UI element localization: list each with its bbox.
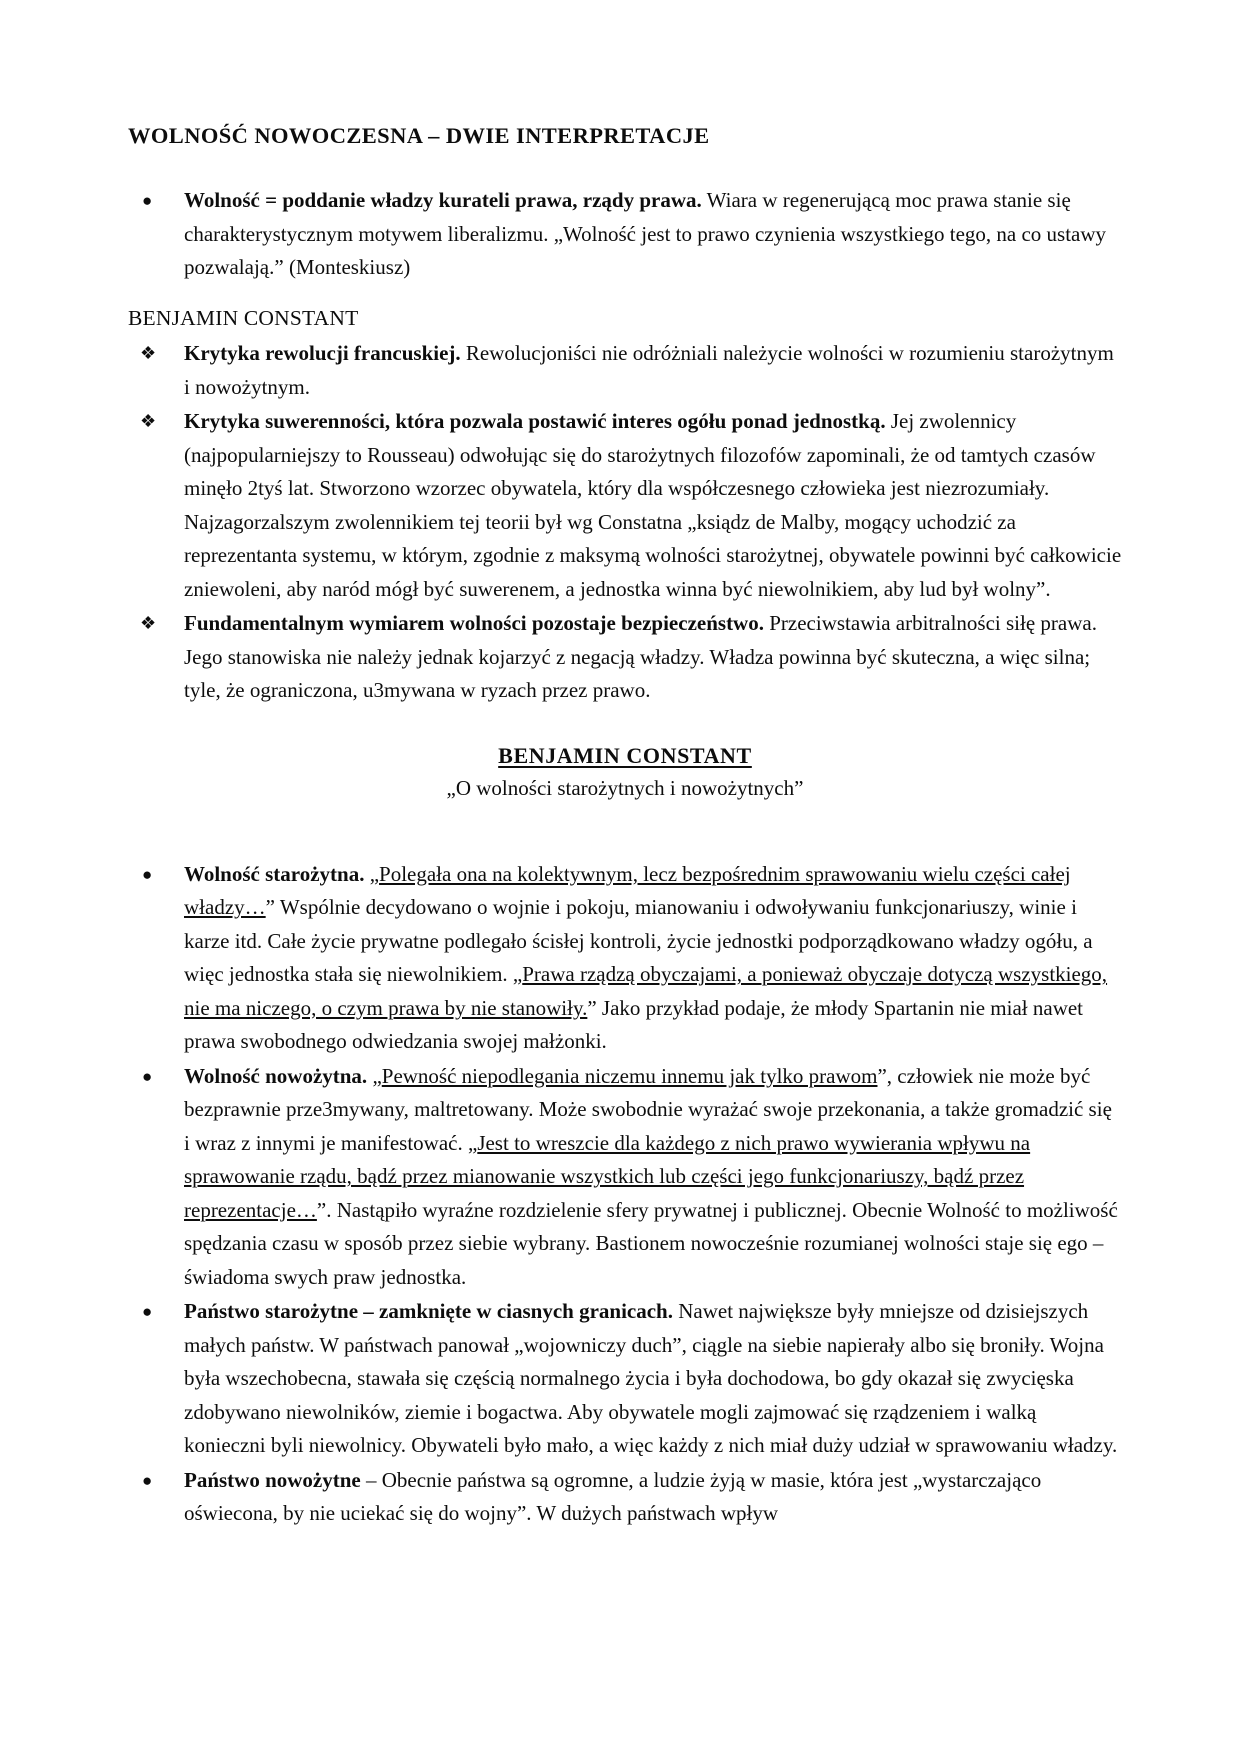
list-item-text — [184, 188, 1106, 279]
spacer — [128, 709, 1122, 739]
list-item-body: Wiara w regenerującą moc prawa stanie się charakterystycznym motywem liberalizmu. „Wolność jest to prawo czynienia wszystkiego tego, na co ustawy pozwalają.” (Monteskiusz) — [184, 188, 1107, 280]
list-item-text — [184, 409, 1121, 601]
list-item-text — [184, 1299, 1117, 1457]
centered-heading-block — [128, 739, 1122, 806]
list-item — [128, 184, 1122, 285]
centered-heading: BENJAMIN CONSTANT — [498, 742, 752, 768]
list-item — [128, 1464, 1122, 1531]
list-item-lead: Wolność starożytna. — [184, 861, 365, 886]
bullet-dot-icon: ● — [142, 864, 153, 884]
quote-open-mark: „ — [364, 861, 380, 886]
list-item-body: Nawet największe były mniejsze od dzisiejszych małych państw. W państwach panował „wojowniczy duch”, ciągle na siebie napierały albo się broniły. Wojna była wszechobecna, stawała się częścią normalnego życia i była dochodowa, bo gdy okazał się zwycięska zdobywano niewolników, ziemie i bogactwa. Aby obywatele mogli zajmować się rządzeniem i walką konieczni byli niewolnicy. Obywateli było mało, a więc każdy z nich miał duży udział w sprawowaniu władzy. — [184, 1299, 1118, 1458]
constant-points-list — [128, 337, 1122, 708]
list-item-text — [184, 1064, 1118, 1289]
list-item — [128, 405, 1122, 606]
list-item-text — [184, 611, 1097, 702]
bullet-dot-icon: ● — [142, 191, 153, 211]
list-item-text — [184, 1468, 1041, 1526]
quoted-passage: Jest to wreszcie dla każdego z nich prawo wywierania wpływu na sprawowanie rządu, bądź przez mianowanie wszystkich lub części jego funkcjonariuszy, bądź przez reprezentacje… — [184, 1130, 1031, 1222]
list-item-lead: Wolność nowożytna. — [184, 1063, 368, 1088]
bullet-diamond-icon: ❖ — [140, 613, 157, 634]
document-content — [128, 122, 1122, 1532]
list-item-text — [184, 341, 1114, 399]
list-item-body: Jej zwolennicy (najpopularniejszy to Rousseau) odwołując się do starożytnych filozofów zapominali, że od tamtych czasów minęło 2tyś lat. Stworzono wzorzec obywatela, który dla współczesnego człowieka jest niezrozumiały. Najzagorzalszym zwolennikiem tej teorii był wg Constatna „ksiądz de Malby, mogący uchodzić za reprezentanta systemu, w którym, zgodnie z maksymą wolności starożytnej, obywatele powinni być całkowicie zniewoleni, aby naród mógł być suwerenem, a jednostka winna być niewolnikiem, aby lud był wolny”. — [184, 409, 1122, 601]
list-item-body: ” Wspólnie decydowano o wojnie i pokoju, mianowaniu i odwoływaniu funkcjonariuszy, winie i karze itd. Całe życie prywatne podlegało ścisłej kontroli, życie jednostki podporządkowano władzy ogółu, a więc jednostka stała się niewolnikiem. „ — [184, 895, 1093, 987]
list-item-body: – Obecnie państwa są ogromne, a ludzie żyją w masie, która jest „wystarczająco oświecona, by nie uciekać się do wojny”. W dużych państwach wpływ — [184, 1467, 1042, 1526]
bullet-dot-icon: ● — [142, 1066, 153, 1086]
list-item-body: Przeciwstawia arbitralności siłę prawa. Jego stanowiska nie należy jednak kojarzyć z negacją władzy. Władza powinna być skuteczna, a więc silna; tyle, że ograniczona, u3mywana w ryzach przez prawo. — [184, 611, 1097, 703]
list-item-lead: Krytyka suwerenności, która pozwala postawić interes ogółu ponad jednostką. — [184, 409, 886, 434]
list-item — [128, 337, 1122, 404]
intro-bullet-list — [128, 184, 1122, 285]
list-item-lead: Państwo nowożytne — [184, 1467, 361, 1492]
quoted-passage: Pewność niepodlegania niczemu innemu jak tylko prawom — [381, 1063, 878, 1088]
list-item-text — [184, 862, 1107, 1054]
list-item — [128, 1060, 1122, 1295]
bullet-dot-icon: ● — [142, 1470, 153, 1490]
quote-open-mark: „ — [367, 1063, 382, 1088]
list-item — [128, 607, 1122, 708]
spacer — [128, 286, 1122, 302]
list-item-body: ” Jako przykład podaje, że młody Spartanin nie miał nawet prawa swobodnego odwiedzania swojej małżonki. — [184, 995, 1084, 1054]
list-item-body: ”, człowiek nie może być bezprawnie prze3mywany, maltretowany. Może swobodnie wyrażać swoje przekonania, a także gromadzić się i wraz z innymi je manifestować. „ — [184, 1063, 1112, 1155]
list-item-lead: Fundamentalnym wymiarem wolności pozostaje bezpieczeństwo. — [184, 611, 764, 636]
centered-subtitle: „O wolności starożytnych i nowożytnych” — [446, 776, 804, 801]
page-title: WOLNOŚĆ NOWOCZESNA – DWIE INTERPRETACJE — [128, 123, 710, 148]
bullet-diamond-icon: ❖ — [140, 411, 157, 432]
spacer — [128, 806, 1122, 858]
list-item-lead: Krytyka rewolucji francuskiej. — [184, 341, 461, 366]
quoted-passage: Prawa rządzą obyczajami, a ponieważ obyczaje dotyczą wszystkiego, nie ma niczego, o czym prawa by nie stanowiły. — [184, 962, 1108, 1020]
list-item-lead: Państwo starożytne – zamknięte w ciasnych granicach. — [184, 1299, 673, 1324]
quoted-passage: Polegała ona na kolektywnym, lecz bezpośrednim sprawowaniu wielu części całej władzy… — [184, 861, 1071, 920]
list-item-body: ”. Nastąpiło wyraźne rozdzielenie sfery prywatnej i publicznej. Obecnie Wolność to możliwość spędzania czasu w sposób przez siebie wybrany. Bastionem nowocześnie rozumianej wolności staje się ego – świadoma swych praw jednostka. — [184, 1197, 1118, 1289]
list-item-body: Rewolucjoniści nie odróżniali należycie wolności w rozumieniu starożytnym i nowożytnym. — [184, 341, 1114, 399]
section-heading: BENJAMIN CONSTANT — [128, 305, 359, 330]
bullet-dot-icon: ● — [142, 1302, 153, 1322]
list-item-lead: Wolność = poddanie władzy kurateli prawa, rządy prawa. — [184, 188, 702, 213]
bullet-diamond-icon: ❖ — [140, 343, 157, 364]
list-item — [128, 858, 1122, 1059]
freedom-points-list — [128, 858, 1122, 1531]
list-item — [128, 1295, 1122, 1463]
